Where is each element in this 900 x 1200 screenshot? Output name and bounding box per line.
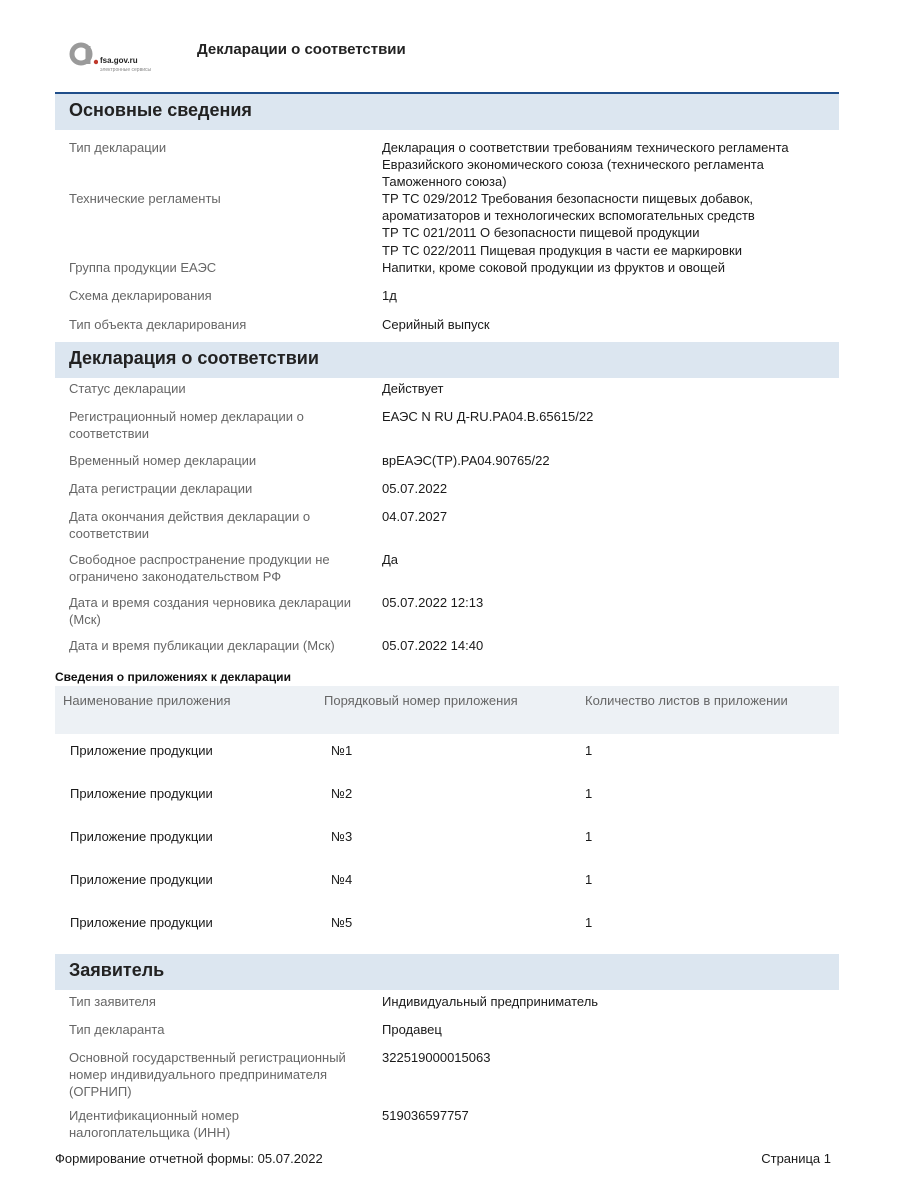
field-label: Статус декларации (69, 381, 186, 396)
attachment-number: №3 (331, 829, 353, 844)
page-header (60, 36, 840, 80)
section-title: Заявитель (69, 960, 165, 980)
field-value: Декларация о соответствии требованиям технического регламента Евразийского экономического союза (технического регламента Таможенного союза) (382, 140, 789, 189)
attachment-sheets: 1 (585, 829, 593, 844)
fsa-logo-icon (66, 38, 98, 70)
report-generated-date: Формирование отчетной формы: 05.07.2022 (55, 1151, 323, 1166)
field-label: Идентификационный номер налогоплательщика (ИНН) (69, 1108, 240, 1140)
field-value: 04.07.2027 (382, 509, 448, 524)
field-label: Схема декларирования (69, 288, 212, 303)
attachment-sheets: 1 (585, 743, 593, 758)
field-value: 05.07.2022 14:40 (382, 638, 484, 653)
field-label: Временный номер декларации (69, 453, 257, 468)
attachment-number: №2 (331, 786, 353, 801)
logo-domain: fsa.gov.ru (100, 56, 138, 65)
field-value: Серийный выпуск (382, 317, 490, 332)
field-label: Дата регистрации декларации (69, 481, 253, 496)
field-value: ТР ТС 021/2011 О безопасности пищевой продукции (382, 225, 700, 240)
table-row (55, 915, 839, 935)
field-label: Технические регламенты (69, 191, 221, 206)
field-label: Тип декларанта (69, 1022, 165, 1037)
field-value: 322519000015063 (382, 1050, 491, 1065)
field-value: 1д (382, 288, 397, 303)
attachment-name: Приложение продукции (70, 743, 213, 758)
attachment-number: №4 (331, 872, 353, 887)
field-label: Основной государственный регистрационный номер индивидуального предпринимателя (ОГРНИП) (69, 1050, 346, 1099)
field-value: 05.07.2022 (382, 481, 448, 496)
attachment-name: Приложение продукции (70, 915, 213, 930)
attachment-number: №1 (331, 743, 353, 758)
field-label: Тип декларации (69, 140, 167, 155)
section-title: Декларация о соответствии (69, 348, 319, 368)
field-label: Тип заявителя (69, 994, 156, 1009)
field-label: Дата и время создания черновика декларации (Мск) (69, 595, 352, 627)
table-row (55, 786, 839, 806)
attachment-number: №5 (331, 915, 353, 930)
field-value: Действует (382, 381, 444, 396)
field-value: Индивидуальный предприниматель (382, 994, 599, 1009)
column-header: Наименование приложения (63, 693, 231, 708)
section-declaration-header (55, 342, 839, 378)
field-label: Группа продукции ЕАЭС (69, 260, 217, 275)
field-label: Дата окончания действия декларации о соответствии (69, 509, 311, 541)
field-value: 519036597757 (382, 1108, 469, 1123)
field-label: Тип объекта декларирования (69, 317, 247, 332)
table-row (55, 829, 839, 849)
field-value: 05.07.2022 12:13 (382, 595, 484, 610)
section-basic-header (55, 94, 839, 130)
page-number: Страница 1 (761, 1151, 831, 1166)
field-value: ТР ТС 029/2012 Требования безопасности пищевых добавок, ароматизаторов и технологических вспомогательных средств (382, 191, 755, 223)
table-row (55, 743, 839, 763)
attachment-name: Приложение продукции (70, 786, 213, 801)
attachment-name: Приложение продукции (70, 872, 213, 887)
column-header: Количество листов в приложении (585, 693, 788, 708)
logo-subtitle: электронные сервисы (100, 67, 152, 73)
field-value: ЕАЭС N RU Д-RU.РА04.В.65615/22 (382, 409, 594, 424)
attachment-sheets: 1 (585, 915, 593, 930)
attachments-table-header (55, 686, 839, 734)
document-title: Декларации о соответствии (197, 41, 406, 58)
attachment-name: Приложение продукции (70, 829, 213, 844)
table-row (55, 872, 839, 892)
attachments-title: Сведения о приложениях к декларации (55, 670, 291, 684)
field-value: Напитки, кроме соковой продукции из фруктов и овощей (382, 260, 725, 275)
field-value: Да (382, 552, 399, 567)
fsa-logo[interactable] (60, 36, 180, 80)
attachment-sheets: 1 (585, 872, 593, 887)
field-label: Свободное распространение продукции не ограничено законодательством РФ (69, 552, 330, 584)
field-value: врЕАЭС(ТР).РА04.90765/22 (382, 453, 550, 468)
field-value: Продавец (382, 1022, 442, 1037)
field-label: Дата и время публикации декларации (Мск) (69, 638, 335, 653)
field-label: Регистрационный номер декларации о соответствии (69, 409, 304, 441)
attachment-sheets: 1 (585, 786, 593, 801)
column-header: Порядковый номер приложения (324, 693, 518, 708)
field-value: ТР ТС 022/2011 Пищевая продукция в части ее маркировки (382, 243, 742, 258)
section-title: Основные сведения (69, 100, 252, 120)
section-applicant-header (55, 954, 839, 990)
